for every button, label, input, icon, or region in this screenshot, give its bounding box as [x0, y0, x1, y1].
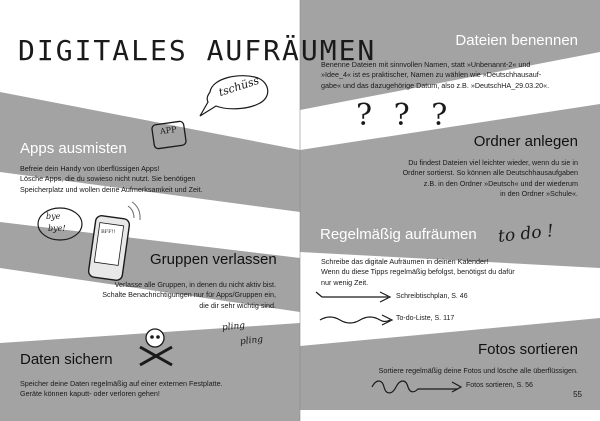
text-dateien-benennen — [321, 60, 549, 91]
bye-doodle-1: bye — [46, 212, 61, 221]
heading-gruppen-verlassen: Gruppen verlassen — [150, 251, 277, 268]
ref-schreibtischplan[interactable]: Schreibtischplan, S. 46 — [396, 293, 468, 300]
text-line: Sortiere regelmäßig deine Fotos und lösche alle überflüssigen. — [378, 366, 578, 375]
heading-regelmaessig-aufraeumen: Regelmäßig aufräumen — [320, 226, 477, 243]
text-line: Speicherplatz und wollen deine Aufmerksamkeit und Zeit. — [20, 184, 203, 194]
text-gruppen-verlassen — [102, 280, 276, 311]
text-ordner-anlegen — [403, 158, 578, 200]
pling-doodle-1: pling — [221, 320, 246, 334]
text-fotos-sortieren — [379, 366, 578, 376]
question-marks-doodle: ? ? ? — [356, 98, 454, 133]
text-daten-sichern — [20, 379, 223, 400]
text-line: Du findest Dateien viel leichter wieder, wenn du sie in — [408, 158, 578, 167]
text-line: die dir sehr wichtig sind. — [199, 300, 276, 310]
text-line: Geräte können kaputt- oder verloren gehen! — [20, 389, 160, 399]
todo-doodle: to do ! — [497, 221, 555, 247]
text-line: Lösche Apps, die du sowieso nicht nutzt. Sie benötigen — [20, 174, 196, 184]
text-line: Schreibe das digitale Aufräumen in deinen Kalender! — [321, 257, 489, 266]
text-line: in den Ordner »Schule«. — [500, 189, 578, 199]
bye-doodle-2: bye! — [48, 224, 66, 233]
phone-screen-text: BFF!! — [101, 229, 116, 235]
text-line: z.B. in den Ordner »Deutsch« und der wiederum — [423, 178, 578, 188]
heading-dateien-benennen: Dateien benennen — [455, 32, 578, 49]
ref-fotos-sortieren[interactable]: Fotos sortieren, S. 56 — [466, 382, 533, 389]
heading-ordner-anlegen: Ordner anlegen — [473, 133, 578, 150]
text-line: Wenn du diese Tipps regelmäßig befolgst, benötigst du dafür — [321, 267, 515, 277]
pling-doodle-2: pling — [239, 334, 264, 348]
text-line: Speicher deine Daten regelmäßig auf einer externen Festplatte. — [20, 379, 223, 388]
tschuess-doodle: tschüss — [217, 73, 261, 100]
text-line: Benenne Dateien mit sinnvollen Namen, statt »Unbenannt-2« und — [321, 60, 531, 69]
heading-daten-sichern: Daten sichern — [20, 351, 113, 368]
page-title: DIGITALES AUFRÄUMEN — [18, 34, 377, 67]
arrow-schreibtisch-icon — [316, 292, 390, 302]
text-line: »Idee_4« ist es praktischer, Namen zu wählen wie »Deutschhausauf- — [321, 70, 542, 80]
text-line: Befreie dein Handy von überflüssigen Apps! — [20, 164, 160, 173]
text-line: Verlasse alle Gruppen, in denen du nicht aktiv bist. — [114, 280, 276, 289]
text-regelmaessig-aufraeumen — [321, 257, 515, 288]
heading-fotos-sortieren: Fotos sortieren — [477, 341, 578, 358]
text-line: gabe« und das dazugehörige Datum, also z.B. »DeutschHA_29.03.20«. — [321, 80, 550, 90]
ref-todo-liste[interactable]: To-do-Liste, S. 117 — [396, 315, 455, 322]
text-line: Schalte Benachrichtigungen nur für Apps/Gruppen ein, — [102, 290, 276, 300]
arrow-todo-icon — [320, 315, 392, 325]
app-doodle: APP — [159, 124, 178, 137]
page-number: 55 — [573, 390, 582, 399]
text-line: nur wenig Zeit. — [321, 277, 369, 287]
text-line: Ordner sortierst. So können alle Deutschhausaufgaben — [402, 168, 578, 178]
band-fotos — [300, 318, 600, 410]
heading-apps-ausmisten: Apps ausmisten — [20, 140, 127, 157]
text-apps-ausmisten — [20, 164, 203, 195]
